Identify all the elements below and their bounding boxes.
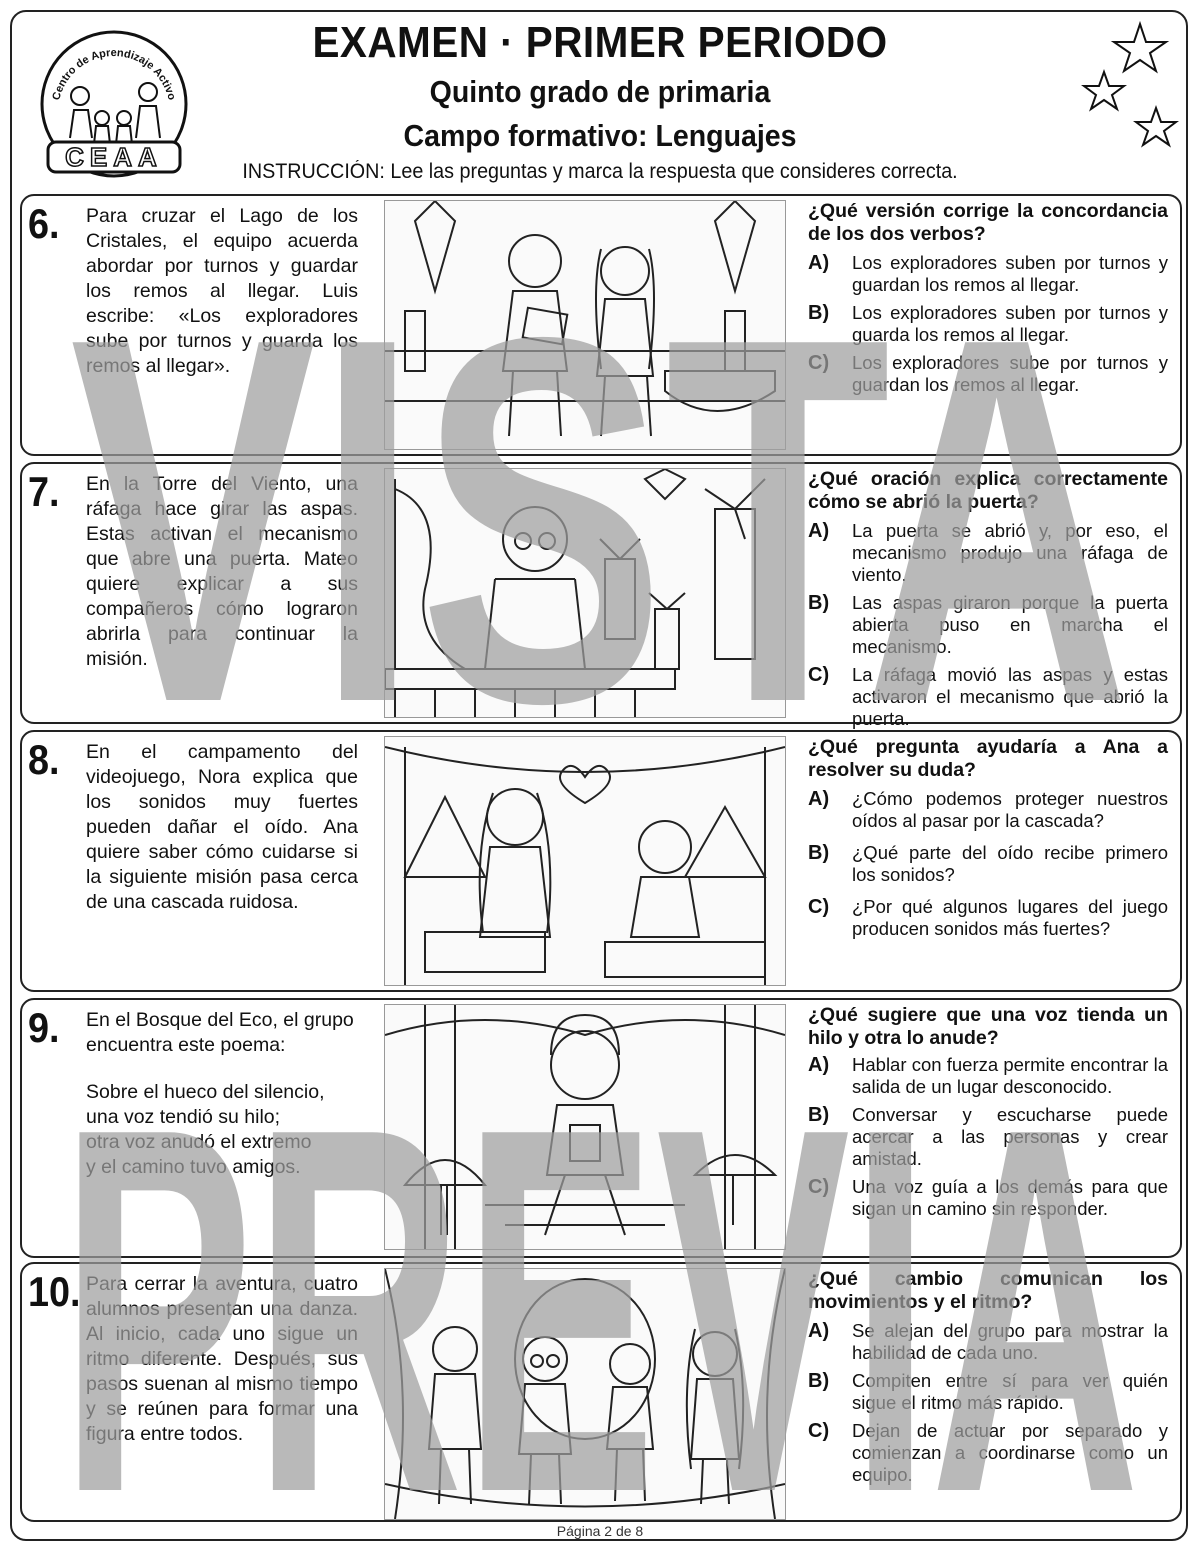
- option-a[interactable]: A) Hablar con fuerza permite encontrar la salida de un lugar desconocido.: [808, 1054, 1168, 1097]
- exam-title: EXAMEN · PRIMER PERIODO: [312, 18, 888, 67]
- star-icon: [1136, 108, 1176, 145]
- option-b[interactable]: B) Conversar y escucharse puede acercar a las personas y crear amistad.: [808, 1104, 1168, 1169]
- answer-options: [808, 252, 1168, 402]
- answer-options: [808, 788, 1168, 946]
- illustration-stage: [384, 1268, 786, 1520]
- illustration-camp: [384, 736, 786, 986]
- answer-options: [808, 1054, 1168, 1226]
- option-a[interactable]: A) Se alejan del grupo para mostrar la habilidad de cada uno.: [808, 1320, 1168, 1363]
- watermark-line-1: VISTA: [70, 230, 1130, 811]
- star-icon: [1084, 72, 1124, 109]
- question-8-panel: [20, 730, 1182, 992]
- question-6-panel: [20, 194, 1182, 456]
- question-number: 8.: [28, 736, 60, 783]
- option-b[interactable]: B) ¿Qué parte del oído recibe primero los sonidos?: [808, 842, 1168, 885]
- question-prompt: ¿Qué sugiere que una voz tienda un hilo y otra lo anude?: [808, 1004, 1168, 1049]
- illustration-forest: [384, 1004, 786, 1250]
- question-10-panel: [20, 1262, 1182, 1522]
- formative-field: Campo formativo: Lenguajes: [403, 118, 797, 153]
- option-c[interactable]: C) Una voz guía a los demás para que sigan un camino sin responder.: [808, 1176, 1168, 1219]
- grade-subtitle: Quinto grado de primaria: [429, 74, 771, 109]
- logo-text: CEAA: [65, 142, 163, 172]
- question-passage: Para cruzar el Lago de los Cristales, el equipo acuerda abordar por turnos y guardar los remos al llegar. Luis escribe: «Los exploradores sube por turnos y guarda los remos al llegar».: [86, 205, 358, 377]
- question-number: 10.: [28, 1268, 81, 1315]
- question-prompt: ¿Qué cambio comunican los movimientos y el ritmo?: [808, 1268, 1168, 1313]
- watermark-line-2: PREVIA: [60, 1020, 1140, 1553]
- option-b[interactable]: B) Compiten entre sí para ver quién sigue el ritmo más rápido.: [808, 1370, 1168, 1413]
- option-b[interactable]: B) Los exploradores suben por turnos y guarda los remos al llegar.: [808, 302, 1168, 345]
- question-number: 6.: [28, 200, 60, 247]
- poem-line: y el camino tuvo amigos.: [86, 1156, 301, 1178]
- question-passage: Para cerrar la aventura, cuatro alumnos presentan una danza. Al inicio, cada uno sigue un ritmo diferente. Después, sus pasos suenan al mismo tiempo y se reúnen para formar una figura entre todos.: [86, 1273, 358, 1445]
- poem-line: Sobre el hueco del silencio,: [86, 1081, 325, 1103]
- option-c[interactable]: C) Dejan de actuar por separado y comienzan a coordinarse como un equipo.: [808, 1420, 1168, 1485]
- question-prompt: ¿Qué versión corrige la concordancia de los dos verbos?: [808, 200, 1168, 245]
- poem-line: una voz tendió su hilo;: [86, 1106, 281, 1128]
- logo-arc-text: Centro de Aprendizaje Activo: [50, 46, 178, 102]
- poem-line: otra voz anudó el extremo: [86, 1131, 312, 1153]
- question-number: 9.: [28, 1004, 60, 1051]
- question-passage: [86, 1008, 358, 1180]
- question-prompt: ¿Qué oración explica correctamente cómo se abrió la puerta?: [808, 468, 1168, 513]
- page-footer: Página 2 de 8: [556, 1523, 644, 1539]
- star-icon: [1114, 24, 1166, 71]
- answer-options: [808, 1320, 1168, 1492]
- option-c[interactable]: C) ¿Por qué algunos lugares del juego producen sonidos más fuertes?: [808, 896, 1168, 939]
- poem: [86, 1080, 358, 1180]
- illustration-dock-boat: [384, 200, 786, 450]
- option-a[interactable]: A) ¿Cómo podemos proteger nuestros oídos al pasar por la cascada?: [808, 788, 1168, 831]
- question-passage: En la Torre del Viento, una ráfaga hace girar las aspas. Estas activan el mecanismo que abre una puerta. Mateo quiere explicar a sus compañeros cómo lograron abrirla para continuar la misión.: [86, 473, 358, 670]
- option-c[interactable]: C) Los exploradores sube por turnos y guardan los remos al llegar.: [808, 352, 1168, 395]
- option-b[interactable]: B) Las aspas giraron porque la puerta abierta puso en marcha el mecanismo.: [808, 592, 1168, 657]
- option-a[interactable]: A) Los exploradores suben por turnos y guardan los remos al llegar.: [808, 252, 1168, 295]
- option-c[interactable]: C) La ráfaga movió las aspas y estas activaron el mecanismo que abrió la puerta.: [808, 664, 1168, 729]
- question-7-panel: [20, 462, 1182, 729]
- instruction: INSTRUCCIÓN: Lee las preguntas y marca la respuesta que consideres correcta.: [242, 160, 958, 183]
- passage-intro: En el Bosque del Eco, el grupo encuentra este poema:: [86, 1009, 354, 1056]
- stars-decoration: [1080, 20, 1180, 160]
- answer-options: [808, 520, 1168, 736]
- question-passage: En el campamento del videojuego, Nora explica que los sonidos muy fuertes pueden dañar el oído. Ana quiere saber cómo cuidarse si la siguiente misión pasa cerca de una cascada ruidosa.: [86, 741, 358, 913]
- illustration-windmill-tower: [384, 468, 786, 718]
- option-a[interactable]: A) La puerta se abrió y, por eso, el mecanismo produjo una ráfaga de viento.: [808, 520, 1168, 585]
- question-9-panel: [20, 998, 1182, 1258]
- question-prompt: ¿Qué pregunta ayudaría a Ana a resolver su duda?: [808, 736, 1168, 781]
- ceaa-logo: [36, 26, 192, 182]
- question-number: 7.: [28, 468, 60, 515]
